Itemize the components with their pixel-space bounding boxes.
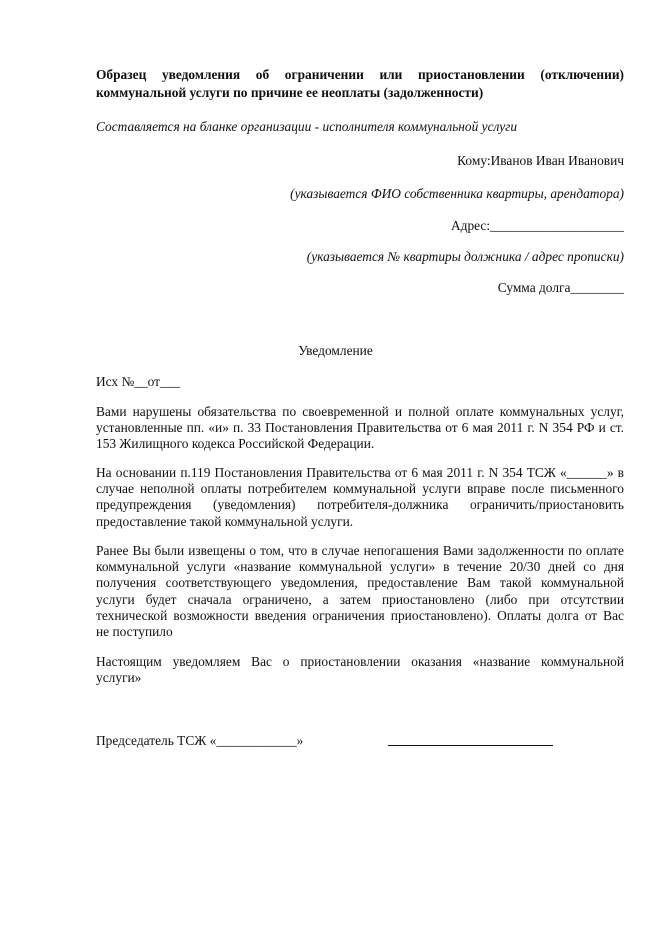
- paragraph-violation: [96, 404, 624, 453]
- recipient-line: Кому:Иванов Иван Иванович: [457, 153, 624, 168]
- paragraph-suspension: [96, 654, 624, 686]
- paragraph-prior-notice: [96, 543, 624, 640]
- document-title: [96, 66, 624, 102]
- paragraph-line: Ранее Вы были извещены о том, что в случае непогашения Вами задолженности по оплате: [96, 543, 624, 558]
- debt-amount-line: Сумма долга________: [497, 280, 624, 295]
- document-subtitle: Составляется на бланке организации - исполнителя коммунальной услуги: [96, 119, 518, 134]
- paragraph-line: технической возможности введения ограничения приостановлено). Оплаты долга от Вас: [96, 607, 624, 623]
- paragraph-line: не поступило: [96, 624, 173, 640]
- paragraph-line: получения соответствующего уведомления, предоставление Вам такой коммунальной: [96, 575, 624, 591]
- title-line-2: коммунальной услуги по причине ее неоплаты (задолженности): [96, 85, 484, 100]
- paragraph-line: услуги будет сначала ограничено, а затем приостановлено (либо при отсутствии: [96, 591, 624, 607]
- signature-line: [388, 745, 553, 746]
- paragraph-legal-basis: [96, 465, 624, 530]
- paragraph-line: услуги»: [96, 670, 142, 686]
- paragraph-line: предупреждения (уведомления) потребителя-должника ограничить/приостановить: [96, 497, 624, 513]
- paragraph-line: предоставление такой коммунальной услуги.: [96, 513, 354, 529]
- paragraph-line: Настоящим уведомляем Вас о приостановлении оказания «название коммунальной: [96, 654, 624, 669]
- recipient-note: (указывается ФИО собственника квартиры, арендатора): [290, 186, 624, 201]
- address-note: (указывается № квартиры должника / адрес прописки): [306, 249, 624, 264]
- paragraph-line: На основании п.119 Постановления Правительства от 6 мая 2011 г. N 354 ТСЖ «______» в: [96, 465, 624, 480]
- signature-label: Председатель ТСЖ «____________»: [96, 733, 304, 748]
- paragraph-line: установленные пп. «и» п. 33 Постановления Правительства от 6 мая 2011 г. N 354 РФ и ст.: [96, 420, 624, 436]
- title-line-1: Образец уведомления об ограничении или приостановлении (отключении): [96, 67, 624, 82]
- reference-line: Исх №__от___: [96, 374, 181, 389]
- paragraph-line: случае неполной оплаты потребителем коммунальной услуги вправе после письменного: [96, 481, 624, 497]
- address-line: Адрес:____________________: [450, 218, 624, 233]
- paragraph-line: Вами нарушены обязательства по своевременной и полной оплате коммунальных услуг,: [96, 404, 624, 419]
- notice-heading: Уведомление: [298, 343, 373, 358]
- paragraph-line: коммунальной услуги «название коммунальной услуги» в течение 20/30 дней со дня: [96, 559, 624, 575]
- paragraph-line: 153 Жилищного кодекса Российской Федерации.: [96, 436, 375, 452]
